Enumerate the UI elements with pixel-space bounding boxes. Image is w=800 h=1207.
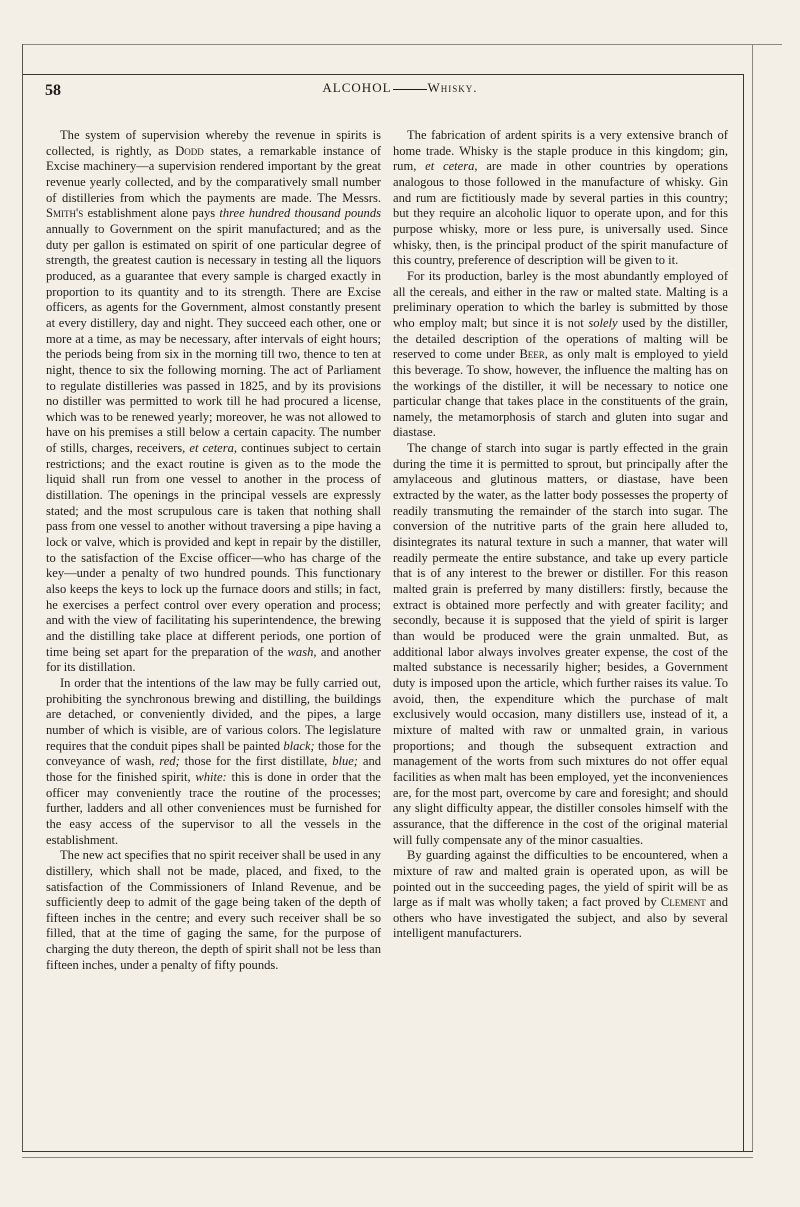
text-run: In order that the intentions of the law may be fully carried out, prohibiting the synchronous brewing and distilling, the buildings are detached, or conveniently divided, and the pipes, a large number of which is visible, are of various colors. The legislature requires that the conduit pipes shall be painted bbox=[46, 675, 381, 753]
text-run: continues subject to certain restrictions; and the exact routine is given as to the mode the liquid shall run from one vessel to another in the process of distillation. The openings in the principal vessels are expressly stated; and the most scrupulous care is taken that nothing shall pass from one vessel to another without traversing a pipe having a lock or valve, which is provided and kept in repair by the distiller, to the satisfaction of the Excise officer—who has charge of the key—under a penalty of two hundred pounds. This functionary also keeps the keys to lock up the furnace doors and stills; in fact, he exercises a perfect control over every operation and process; and with the view of facilitating his superintendence, the brewing and the distilling take place at different periods, one portion of time being set apart for the preparation of the bbox=[46, 441, 382, 659]
emphasis: et cetera, bbox=[189, 441, 238, 456]
text-run: and those for the finished spirit, bbox=[46, 754, 382, 784]
page-border-right bbox=[743, 74, 744, 1152]
page-border-bottom bbox=[22, 1151, 753, 1152]
left-paragraph-3: The new act specifies that no spirit receiver shall be used in any distillery, which shall not be made, placed, and fixed, to the satisfaction of the Commissioners of Inland Revenue, and be sufficiently deep to admit of the gage being taken of the depth of fifteen inches in the centre; and every such receiver shall be so filled, that at the time of gaging the same, for the purpose of charging the duty thereon, the depth of spirit shall not be less than fifteen inches, under a penalty of fifty pounds. bbox=[46, 848, 381, 972]
cross-reference: Beer, bbox=[519, 347, 548, 362]
text-run: and others who have investigated the subject, and also by several intelligent manufacturers. bbox=[393, 895, 728, 941]
emphasis: red; bbox=[159, 754, 180, 769]
text-run: The fabrication of ardent spirits is a very extensive branch of home trade. Whisky is the staple produce in this kingdom; gin, rum, bbox=[393, 128, 728, 174]
running-head-right: Whisky. bbox=[427, 80, 478, 95]
text-run: By guarding against the difficulties to be encountered, when a mixture of raw and malted grain is operated upon, as will be pointed out in the succeeding pages, the yield of spirit will be as large as if malt was wholly taken; a fact proved by bbox=[393, 848, 728, 910]
company-name: Smith's bbox=[46, 206, 84, 221]
text-run: used by the distiller, the detailed description of the operations of malting will be reserved to come under bbox=[393, 315, 729, 362]
running-head bbox=[0, 80, 800, 96]
text-run: as only malt is employed to yield this beverage. To show, however, the influence the malting has on the workings of the distiller, it will be necessary to notice one particular change that takes place in the constituents of the grain, namely, the metamorphosis of starch and gluten into sugar and diastase. bbox=[393, 347, 728, 440]
page-number: 58 bbox=[45, 82, 61, 99]
text-run: For its production, barley is the most abundantly employed of all the cereals, and either in the raw or malted state. Malting is a preliminary operation to which the barley is submitted by those who employ malt; but since it is not bbox=[393, 268, 728, 330]
text-run: and another for its distillation. bbox=[46, 644, 381, 675]
page-border-right-outer bbox=[752, 44, 753, 1152]
emphasis: white: bbox=[195, 769, 227, 784]
text-run: annually to Government on the spirit manufactured; and as the duty per gallon is estimated on spirit of one particular degree of strength, the greatest caution is necessary in testing all the liquors produced, as a guarantee that every sample is charged exactly in proportion to its quantity and to its strength. There are Excise officers, as agents for the Government, almost constantly present at every distillery, day and night. They succeed each other, one or more at a time, as may be necessary, after intervals of eight hours; the periods being from six in the morning till two, thence to ten at night, thence to six the following morning. The act of Parliament to regulate distilleries was passed in 1825, and by its provisions no distiller was permitted to work till he had procured a license, which was to be renewed yearly; moreover, he was not allowed to have on his premises a still below a certain capacity. The number of stills, charges, receivers, bbox=[46, 221, 381, 456]
text-run: establishment alone pays bbox=[83, 206, 220, 221]
left-paragraph-1 bbox=[46, 128, 381, 676]
text-run: those for the first distillate, bbox=[179, 754, 333, 769]
text-run: those for the conveyance of wash, bbox=[46, 738, 381, 769]
page-border-top bbox=[22, 44, 782, 45]
left-paragraph-2 bbox=[46, 676, 381, 848]
right-paragraph-4 bbox=[393, 848, 728, 942]
emphasis: black; bbox=[283, 738, 315, 753]
emphasis: et cetera, bbox=[425, 159, 478, 174]
left-column bbox=[46, 128, 381, 973]
text-run: are made in other countries by operations analogous to those followed in the manufacture of whisky. Gin and rum are fictitiously made by several parties in this country; but they require an alcoholic liquor to operate upon, and for this purpose whisky, more or less pure, is universally used. Since whisky, then, is the principal product of the spirit manufacture of this country, preference of description will be given to it. bbox=[393, 159, 728, 268]
emphasis: three hundred thousand pounds bbox=[219, 206, 381, 221]
right-paragraph-1 bbox=[393, 128, 728, 269]
author-name: Dodd bbox=[175, 143, 204, 158]
text-run: states, a remarkable instance of Excise machinery—a supervision rendered important by the great revenue yearly collected, and by the comparatively small number of distilleries from which the payments are made. The Messrs. bbox=[46, 143, 382, 205]
emphasis: blue; bbox=[332, 754, 358, 769]
text-run: The system of supervision whereby the revenue in spirits is collected, is rightly, as bbox=[46, 128, 381, 158]
page-border-left bbox=[22, 44, 23, 1152]
author-name: Clement bbox=[660, 895, 706, 910]
emphasis: solely bbox=[588, 315, 618, 330]
header-rule bbox=[22, 74, 744, 75]
page-border-bottom-outer bbox=[22, 1157, 753, 1158]
emphasis: wash, bbox=[287, 644, 317, 659]
right-paragraph-3: The change of starch into sugar is partly effected in the grain during the time it is permitted to sprout, but principally after the amylaceous and glutinous matters, or diastase, have been extracted by the water, as the latter body possesses the property of readily transmuting the remainder of the starch into sugar. The conversion of the nutritive parts of the grain here alluded to, disintegrates its natural texture in such a manner, that water will readily permeate the entire substance, and take up every particle that is of any interest to the brewer or distiller. For this reason malted grain is preferred by many distillers: firstly, because the extract is obtained more perfectly and with greater facility; and secondly, because it is supposed that the yield of spirit is larger than would be produced were the grain unmalted. But, as additional labor always involves greater expense, the cost of the malted substance is necessarily higher; besides, a Government duty is imposed upon the article, which further raises its value. To avoid, then, the expenditure which the purchase of malt exclusively would occasion, many distillers use, instead of it, a mixture of malted with raw or unmalted grain, in various proportions; and though the subsequent extraction and management of the worts from such mixtures do not offer equal facilities as when malt has been employed, yet the inconveniences are, for the most part, overcome by care and foresight; and should any slight difficulty appear, the distiller consoles himself with the assurance, that the difference in the cost of the original material will fully compensate any of the minor casualties. bbox=[393, 441, 728, 847]
right-paragraph-2 bbox=[393, 269, 728, 441]
running-head-left: ALCOHOL bbox=[322, 80, 392, 95]
right-column bbox=[393, 128, 728, 942]
text-run: this is done in order that the officer may conveniently trace the routine of the processes; further, ladders and all other conveniences must be furnished for the easy access of the supervisor to all the vessels in the establishment. bbox=[46, 769, 382, 847]
running-head-dash bbox=[393, 89, 427, 90]
